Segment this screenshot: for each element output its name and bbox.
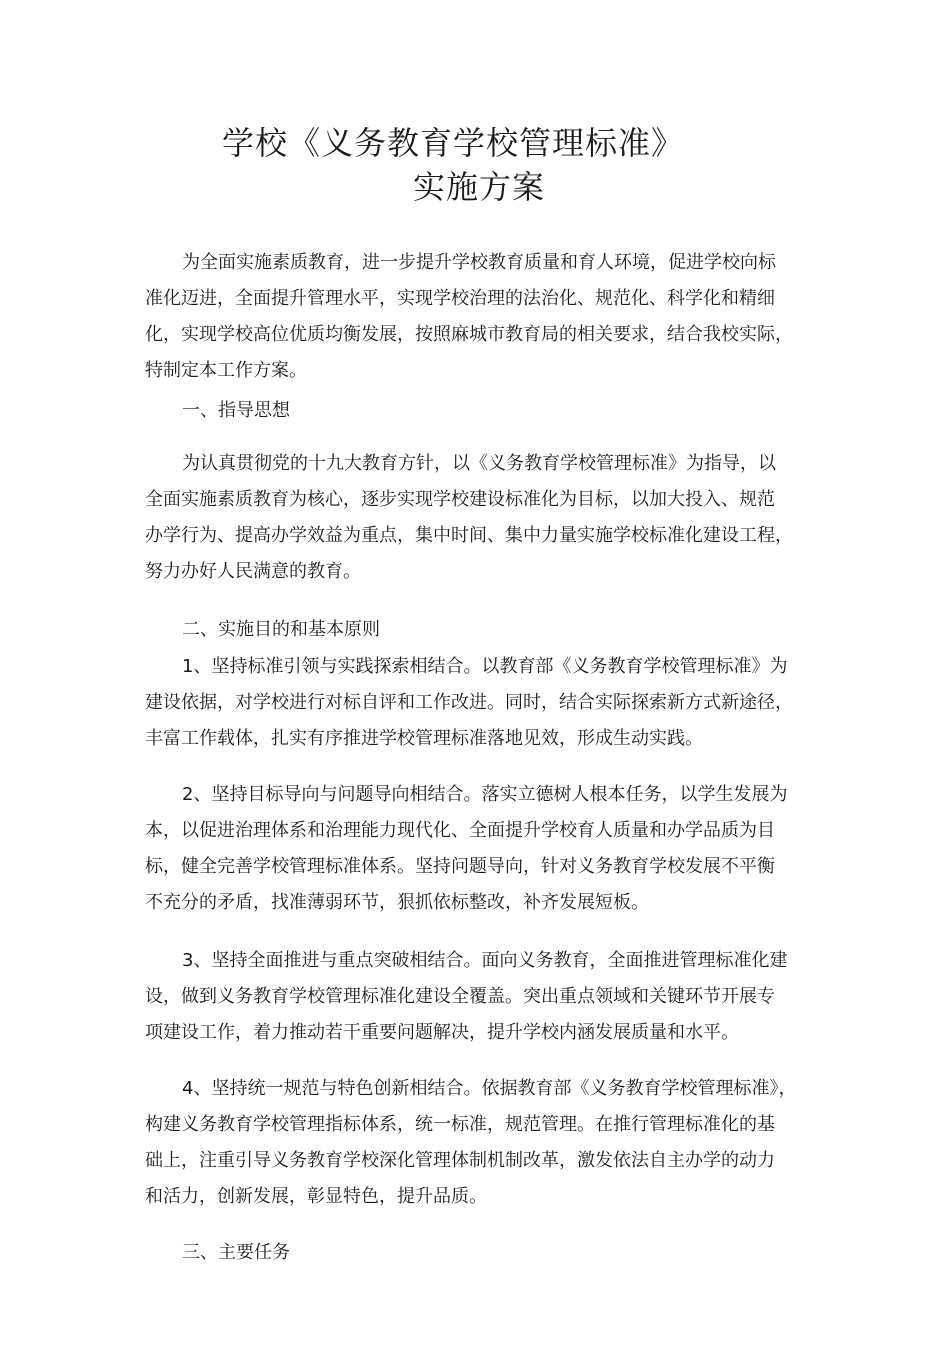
- principle4-line: 础上，注重引导义务教育学校深化管理体制机制改革，激发依法自主办学的动力: [145, 1150, 775, 1171]
- document-title-line2: 实施方案: [412, 168, 545, 206]
- principle2-line: 2、坚持目标导向与问题导向相结合。落实立德树人根本任务，以学生发展为: [182, 784, 788, 805]
- principle1-line: 1、坚持标准引领与实践探索相结合。以教育部《义务教育学校管理标准》为: [182, 656, 788, 677]
- principle2-line: 不充分的矛盾，找准薄弱环节，狠抓依标整改，补齐发展短板。: [145, 892, 649, 913]
- principle4-line: 和活力，创新发展，彰显特色，提升品质。: [145, 1186, 487, 1207]
- principle3-line: 项建设工作，着力推动若干重要问题解决，提升学校内涵发展质量和水平。: [145, 1022, 739, 1043]
- principle1-line: 建设依据，对学校进行对标自评和工作改进。同时，结合实际探索新方式新途径，: [145, 692, 793, 713]
- principle1-paragraph: [145, 649, 795, 757]
- section1-line: 为认真贯彻党的十九大教育方针，以《义务教育学校管理标准》为指导，以: [182, 453, 776, 474]
- principle4-line: 4、坚持统一规范与特色创新相结合。依据教育部《义务教育学校管理标准》，: [182, 1078, 797, 1099]
- principle2-line: 标，健全完善学校管理标准体系。坚持问题导向，针对义务教育学校发展不平衡: [145, 856, 775, 877]
- section1-line: 办学行为、提高办学效益为重点，集中时间、集中力量实施学校标准化建设工程，: [145, 525, 793, 546]
- principle3-line: 设，做到义务教育学校管理标准化建设全覆盖。突出重点领域和关键环节开展专: [145, 986, 775, 1007]
- section1-heading: 一、指导思想: [182, 400, 290, 421]
- section1-paragraph: [145, 446, 795, 590]
- intro-line: 特制定本工作方案。: [145, 360, 307, 381]
- principle4-line: 构建义务教育学校管理指标体系，统一标准，规范管理。在推行管理标准化的基: [145, 1114, 775, 1135]
- principle3-paragraph: [145, 943, 795, 1051]
- principle3-line: 3、坚持全面推进与重点突破相结合。面向义务教育，全面推进管理标准化建: [182, 950, 788, 971]
- intro-line: 准化迈进，全面提升管理水平，实现学校治理的法治化、规范化、科学化和精细: [145, 288, 775, 309]
- principle2-line: 本，以促进治理体系和治理能力现代化、全面提升学校育人质量和办学品质为目: [145, 820, 775, 841]
- document-title-line1: 学校《义务教育学校管理标准》: [221, 124, 684, 162]
- intro-line: 化，实现学校高位优质均衡发展，按照麻城市教育局的相关要求，结合我校实际，: [145, 324, 793, 345]
- section2-heading: 二、实施目的和基本原则: [182, 619, 380, 640]
- principle4-paragraph: [145, 1071, 795, 1215]
- principle1-line: 丰富工作载体，扎实有序推进学校管理标准落地见效，形成生动实践。: [145, 728, 703, 749]
- section1-line: 全面实施素质教育为核心，逐步实现学校建设标准化为目标，以加大投入、规范: [145, 489, 775, 510]
- section1-line: 努力办好人民满意的教育。: [145, 561, 361, 582]
- section3-heading: 三、主要任务: [182, 1242, 290, 1263]
- principle2-paragraph: [145, 777, 795, 921]
- intro-paragraph: [145, 245, 795, 389]
- intro-line: 为全面实施素质教育，进一步提升学校教育质量和育人环境，促进学校向标: [182, 252, 776, 273]
